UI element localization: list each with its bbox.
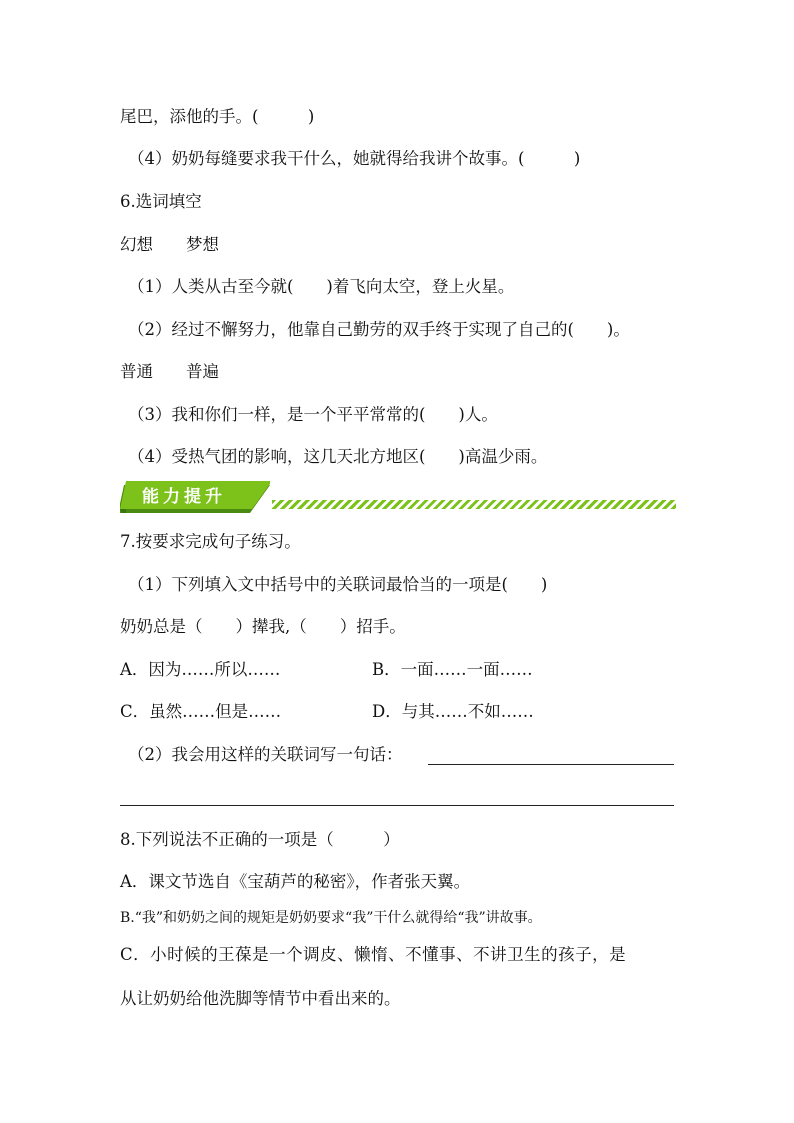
question-8-title: 8.下列说法不正确的一项是（ ） — [120, 830, 400, 849]
banner-title: 能力提升 — [142, 487, 226, 507]
question-8-option-b: B.“我”和奶奶之间的规矩是奶奶要求“我”干什么就得给“我”讲故事。 — [120, 910, 542, 926]
answer-line-1[interactable] — [428, 764, 674, 765]
question-7-1: （1）下列填入文中括号中的关联词最恰当的一项是( ) — [128, 575, 548, 594]
question-6-title: 6.选词填空 — [120, 192, 202, 211]
word-choice-pair-2: 普通 普遍 — [120, 362, 219, 381]
option-a: A．因为……所以…… — [120, 660, 281, 679]
option-d: D．与其……不如…… — [372, 702, 534, 721]
question-6-4: （4）受热气团的影响，这几天北方地区( )高温少雨。 — [128, 447, 548, 466]
question-6-2: （2）经过不懈努力，他靠自己勤劳的双手终于实现了自己的( )。 — [128, 320, 630, 339]
word-choice-pair-1: 幻想 梦想 — [120, 235, 219, 254]
question-7-title: 7.按要求完成句子练习。 — [120, 532, 301, 551]
question-5-3-tail: 尾巴，添他的手。( ) — [120, 107, 315, 126]
question-7-sentence: 奶奶总是（ ）撵我,（ ）招手。 — [120, 617, 406, 636]
question-6-3: （3）我和你们一样，是一个平平常常的( )人。 — [128, 405, 498, 424]
banner-stripe — [272, 500, 676, 509]
question-6-1: （1）人类从古至今就( )着飞向太空，登上火星。 — [128, 277, 515, 296]
option-row-1 — [120, 659, 280, 681]
question-8-option-c-cont: 从让奶奶给他洗脚等情节中看出来的。 — [120, 989, 401, 1008]
option-c: C．虽然……但是…… — [120, 702, 282, 721]
answer-line-2[interactable] — [120, 805, 674, 806]
question-8-option-a: A．课文节选自《宝葫芦的秘密》，作者张天翼。 — [120, 872, 471, 891]
question-8-option-c: C．小时候的王葆是一个调皮、懒惰、不懂事、不讲卫生的孩子，是 — [120, 945, 627, 964]
question-5-4: （4）奶奶每缝要求我干什么，她就得给我讲个故事。( ) — [128, 149, 581, 168]
section-banner — [120, 479, 676, 519]
option-b: B．一面……一面…… — [372, 660, 533, 679]
question-7-2: （2）我会用这样的关联词写一句话： — [128, 745, 403, 764]
